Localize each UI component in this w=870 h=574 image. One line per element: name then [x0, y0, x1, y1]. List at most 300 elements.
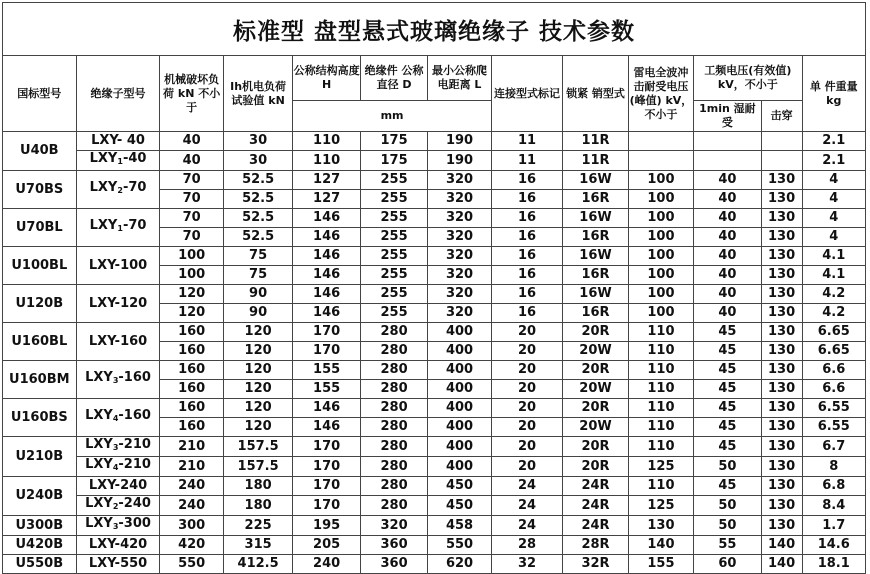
- cell-wet-1min: 40: [694, 247, 761, 266]
- cell-wet-1min: 45: [694, 437, 761, 457]
- cell-diameter: 255: [360, 228, 427, 247]
- cell-test-load: 120: [223, 323, 293, 342]
- cell-lock-type: 20R: [563, 399, 628, 418]
- cell-creepage: 400: [428, 457, 491, 477]
- table-row: [3, 132, 866, 151]
- model-suffix: -70: [122, 218, 147, 233]
- cell-height: 146: [293, 209, 360, 228]
- cell-lock-type: 28R: [563, 536, 628, 555]
- model-suffix: -210: [118, 437, 151, 452]
- cell-creepage: 400: [428, 342, 491, 361]
- model-subscript: 1: [117, 224, 123, 233]
- cell-test-load: 225: [223, 516, 293, 536]
- cell-test-load: 412.5: [223, 555, 293, 574]
- cell-insulator-model: [76, 536, 160, 555]
- cell-creepage: 458: [428, 516, 491, 536]
- cell-diameter: 360: [360, 555, 427, 574]
- cell-coupling: 24: [491, 516, 563, 536]
- cell-impulse: [628, 151, 693, 171]
- cell-impulse: [628, 132, 693, 151]
- header-mm-unit: mm: [293, 101, 491, 132]
- cell-height: 146: [293, 304, 360, 323]
- cell-weight: 4.1: [802, 247, 865, 266]
- cell-creepage: 190: [428, 151, 491, 171]
- cell-coupling: 20: [491, 380, 563, 399]
- cell-coupling: 20: [491, 361, 563, 380]
- header-gb-model: 国标型号: [3, 56, 77, 132]
- cell-creepage: 400: [428, 418, 491, 437]
- cell-gb-model: U300B: [3, 516, 77, 536]
- table-row: [3, 361, 866, 380]
- model-suffix: -40: [122, 151, 147, 166]
- cell-creepage: 400: [428, 323, 491, 342]
- cell-height: 170: [293, 342, 360, 361]
- model-prefix: LXY-550: [88, 556, 148, 571]
- cell-test-load: 315: [223, 536, 293, 555]
- cell-insulator-model: [76, 132, 160, 151]
- cell-mech-load: 160: [160, 399, 223, 418]
- cell-coupling: 32: [491, 555, 563, 574]
- cell-weight: 8: [802, 457, 865, 477]
- cell-weight: 6.65: [802, 323, 865, 342]
- model-subscript: 2: [112, 502, 119, 511]
- cell-lock-type: 16R: [563, 228, 628, 247]
- cell-lock-type: 16R: [563, 266, 628, 285]
- cell-test-load: 52.5: [223, 171, 293, 190]
- cell-weight: 2.1: [802, 151, 865, 171]
- table-row: [3, 496, 866, 516]
- cell-impulse: 100: [628, 247, 693, 266]
- table-row: [3, 536, 866, 555]
- cell-insulator-model: [76, 516, 160, 536]
- cell-puncture: 130: [761, 399, 802, 418]
- cell-wet-1min: 40: [694, 266, 761, 285]
- table-row: [3, 209, 866, 228]
- cell-diameter: 280: [360, 477, 427, 496]
- cell-height: 170: [293, 477, 360, 496]
- table-row: [3, 247, 866, 266]
- model-prefix: LXY: [85, 437, 113, 452]
- cell-wet-1min: 50: [694, 457, 761, 477]
- cell-test-load: 120: [223, 342, 293, 361]
- cell-test-load: 180: [223, 496, 293, 516]
- cell-creepage: 190: [428, 132, 491, 151]
- cell-puncture: 130: [761, 380, 802, 399]
- cell-creepage: 620: [428, 555, 491, 574]
- model-prefix: LXY: [85, 370, 113, 385]
- cell-weight: 1.7: [802, 516, 865, 536]
- cell-wet-1min: 55: [694, 536, 761, 555]
- cell-lock-type: 24R: [563, 477, 628, 496]
- model-suffix: -70: [122, 180, 147, 195]
- cell-weight: 4: [802, 228, 865, 247]
- cell-wet-1min: 40: [694, 228, 761, 247]
- cell-insulator-model: [76, 285, 160, 323]
- cell-mech-load: 100: [160, 266, 223, 285]
- model-subscript: 2: [117, 186, 123, 195]
- cell-wet-1min: 45: [694, 323, 761, 342]
- cell-weight: 4: [802, 171, 865, 190]
- cell-creepage: 320: [428, 171, 491, 190]
- cell-impulse: 100: [628, 209, 693, 228]
- cell-height: 170: [293, 496, 360, 516]
- cell-diameter: 280: [360, 457, 427, 477]
- cell-gb-model: U550B: [3, 555, 77, 574]
- cell-puncture: 130: [761, 496, 802, 516]
- cell-diameter: 280: [360, 323, 427, 342]
- table-row: [3, 151, 866, 171]
- cell-coupling: 11: [491, 132, 563, 151]
- cell-creepage: 450: [428, 477, 491, 496]
- cell-insulator-model: [76, 361, 160, 399]
- header-impulse: 雷电全波冲击耐受电压(峰值) kV，不小于: [628, 56, 693, 132]
- model-suffix: -300: [118, 516, 151, 531]
- cell-impulse: 110: [628, 323, 693, 342]
- model-prefix: LXY-160: [88, 333, 148, 349]
- cell-insulator-model: [76, 457, 160, 477]
- model-subscript: 3: [112, 376, 119, 385]
- cell-height: 110: [293, 151, 360, 171]
- model-prefix: LXY-120: [88, 295, 148, 311]
- cell-insulator-model: [76, 209, 160, 247]
- cell-diameter: 175: [360, 151, 427, 171]
- cell-creepage: 320: [428, 266, 491, 285]
- cell-test-load: 52.5: [223, 228, 293, 247]
- header-puncture: 击穿: [761, 101, 802, 132]
- cell-coupling: 24: [491, 496, 563, 516]
- cell-weight: 4: [802, 190, 865, 209]
- table-row: [3, 555, 866, 574]
- cell-height: 155: [293, 361, 360, 380]
- cell-insulator-model: [76, 171, 160, 209]
- cell-weight: 4.2: [802, 304, 865, 323]
- cell-weight: 6.7: [802, 437, 865, 457]
- cell-wet-1min: 50: [694, 496, 761, 516]
- model-prefix: LXY- 40: [91, 133, 145, 148]
- cell-test-load: 75: [223, 247, 293, 266]
- cell-lock-type: 20W: [563, 418, 628, 437]
- table-row: [3, 437, 866, 457]
- cell-weight: 6.65: [802, 342, 865, 361]
- cell-weight: 6.55: [802, 399, 865, 418]
- cell-test-load: 75: [223, 266, 293, 285]
- cell-impulse: 130: [628, 516, 693, 536]
- cell-diameter: 175: [360, 132, 427, 151]
- cell-impulse: 110: [628, 437, 693, 457]
- cell-wet-1min: 40: [694, 209, 761, 228]
- model-prefix: LXY: [85, 457, 113, 472]
- cell-coupling: 16: [491, 304, 563, 323]
- model-suffix: -240: [118, 496, 151, 511]
- cell-wet-1min: 45: [694, 418, 761, 437]
- cell-height: 240: [293, 555, 360, 574]
- cell-diameter: 320: [360, 516, 427, 536]
- cell-creepage: 400: [428, 399, 491, 418]
- table-row: [3, 477, 866, 496]
- cell-height: 170: [293, 323, 360, 342]
- cell-diameter: 360: [360, 536, 427, 555]
- cell-gb-model: U420B: [3, 536, 77, 555]
- cell-gb-model: U210B: [3, 437, 77, 477]
- cell-puncture: 130: [761, 285, 802, 304]
- cell-lock-type: 24R: [563, 516, 628, 536]
- cell-wet-1min: 45: [694, 361, 761, 380]
- cell-mech-load: 120: [160, 304, 223, 323]
- cell-weight: 4: [802, 209, 865, 228]
- cell-diameter: 280: [360, 418, 427, 437]
- cell-height: 146: [293, 418, 360, 437]
- cell-lock-type: 20R: [563, 457, 628, 477]
- cell-creepage: 320: [428, 190, 491, 209]
- cell-creepage: 400: [428, 380, 491, 399]
- cell-mech-load: 120: [160, 285, 223, 304]
- cell-lock-type: 24R: [563, 496, 628, 516]
- cell-lock-type: 16R: [563, 304, 628, 323]
- cell-diameter: 255: [360, 266, 427, 285]
- cell-lock-type: 16W: [563, 247, 628, 266]
- header-diameter: 绝缘件 公称直径 D: [360, 56, 427, 101]
- cell-impulse: 155: [628, 555, 693, 574]
- cell-height: 146: [293, 285, 360, 304]
- cell-mech-load: 160: [160, 361, 223, 380]
- cell-impulse: 100: [628, 228, 693, 247]
- cell-gb-model: U40B: [3, 132, 77, 171]
- cell-lock-type: 16W: [563, 209, 628, 228]
- model-subscript: 3: [112, 522, 119, 531]
- cell-test-load: 120: [223, 380, 293, 399]
- cell-lock-type: 20W: [563, 380, 628, 399]
- cell-impulse: 110: [628, 342, 693, 361]
- cell-height: 146: [293, 266, 360, 285]
- cell-weight: 18.1: [802, 555, 865, 574]
- cell-gb-model: U70BS: [3, 171, 77, 209]
- cell-wet-1min: 40: [694, 190, 761, 209]
- cell-mech-load: 210: [160, 457, 223, 477]
- cell-gb-model: U240B: [3, 477, 77, 516]
- cell-diameter: 255: [360, 304, 427, 323]
- cell-weight: 4.2: [802, 285, 865, 304]
- cell-coupling: 16: [491, 209, 563, 228]
- cell-test-load: 120: [223, 361, 293, 380]
- cell-mech-load: 160: [160, 418, 223, 437]
- cell-diameter: 280: [360, 399, 427, 418]
- cell-insulator-model: [76, 247, 160, 285]
- cell-test-load: 120: [223, 418, 293, 437]
- cell-puncture: 130: [761, 266, 802, 285]
- cell-test-load: 90: [223, 304, 293, 323]
- cell-mech-load: 70: [160, 209, 223, 228]
- cell-mech-load: 210: [160, 437, 223, 457]
- cell-creepage: 320: [428, 304, 491, 323]
- model-suffix: -210: [118, 457, 151, 472]
- cell-impulse: 110: [628, 380, 693, 399]
- cell-impulse: 110: [628, 399, 693, 418]
- header-height: 公称结构高度H: [293, 56, 360, 101]
- table-row: [3, 285, 866, 304]
- cell-impulse: 110: [628, 361, 693, 380]
- cell-wet-1min: 60: [694, 555, 761, 574]
- cell-test-load: 120: [223, 399, 293, 418]
- model-subscript: 1: [117, 157, 123, 166]
- cell-lock-type: 16R: [563, 190, 628, 209]
- table-row: [3, 457, 866, 477]
- cell-height: 170: [293, 437, 360, 457]
- cell-wet-1min: 40: [694, 285, 761, 304]
- cell-diameter: 280: [360, 380, 427, 399]
- cell-puncture: 130: [761, 228, 802, 247]
- cell-puncture: 130: [761, 304, 802, 323]
- cell-insulator-model: [76, 437, 160, 457]
- cell-weight: 6.8: [802, 477, 865, 496]
- header-weight: 单 件重量 kg: [802, 56, 865, 132]
- table-row: [3, 323, 866, 342]
- cell-diameter: 280: [360, 361, 427, 380]
- cell-puncture: [761, 151, 802, 171]
- cell-impulse: 100: [628, 266, 693, 285]
- table-row: [3, 171, 866, 190]
- cell-weight: 8.4: [802, 496, 865, 516]
- cell-mech-load: 160: [160, 342, 223, 361]
- cell-impulse: 100: [628, 190, 693, 209]
- cell-puncture: 130: [761, 342, 802, 361]
- cell-mech-load: 300: [160, 516, 223, 536]
- cell-creepage: 320: [428, 209, 491, 228]
- cell-test-load: 52.5: [223, 190, 293, 209]
- model-prefix: LXY: [89, 218, 118, 233]
- header-power-freq: 工频电压(有效值) kV，不小于: [694, 56, 802, 101]
- cell-height: 127: [293, 190, 360, 209]
- model-prefix: LXY: [85, 496, 113, 511]
- cell-puncture: 130: [761, 437, 802, 457]
- spec-table-container: [2, 2, 866, 574]
- cell-insulator-model: [76, 555, 160, 574]
- cell-lock-type: 32R: [563, 555, 628, 574]
- cell-lock-type: 11R: [563, 132, 628, 151]
- cell-puncture: 130: [761, 457, 802, 477]
- cell-lock-type: 16W: [563, 171, 628, 190]
- model-prefix: LXY: [89, 151, 118, 166]
- cell-insulator-model: [76, 323, 160, 361]
- cell-test-load: 157.5: [223, 437, 293, 457]
- cell-creepage: 320: [428, 285, 491, 304]
- cell-coupling: 20: [491, 437, 563, 457]
- cell-height: 205: [293, 536, 360, 555]
- cell-wet-1min: 45: [694, 399, 761, 418]
- cell-impulse: 110: [628, 418, 693, 437]
- cell-creepage: 320: [428, 228, 491, 247]
- cell-puncture: 130: [761, 418, 802, 437]
- cell-height: 170: [293, 457, 360, 477]
- cell-wet-1min: 45: [694, 380, 761, 399]
- cell-diameter: 255: [360, 209, 427, 228]
- cell-weight: 6.55: [802, 418, 865, 437]
- cell-lock-type: 20R: [563, 361, 628, 380]
- cell-mech-load: 100: [160, 247, 223, 266]
- cell-insulator-model: [76, 151, 160, 171]
- model-prefix: LXY: [89, 180, 118, 195]
- cell-creepage: 320: [428, 247, 491, 266]
- cell-puncture: 130: [761, 323, 802, 342]
- model-suffix: -160: [118, 370, 151, 385]
- cell-mech-load: 70: [160, 228, 223, 247]
- cell-mech-load: 240: [160, 496, 223, 516]
- cell-wet-1min: 45: [694, 342, 761, 361]
- table-row: [3, 516, 866, 536]
- cell-coupling: 16: [491, 247, 563, 266]
- cell-gb-model: U100BL: [3, 247, 77, 285]
- cell-wet-1min: 40: [694, 304, 761, 323]
- cell-test-load: 180: [223, 477, 293, 496]
- cell-coupling: 16: [491, 266, 563, 285]
- cell-gb-model: U160BS: [3, 399, 77, 437]
- cell-coupling: 16: [491, 171, 563, 190]
- cell-height: 146: [293, 228, 360, 247]
- cell-mech-load: 40: [160, 151, 223, 171]
- cell-coupling: 20: [491, 342, 563, 361]
- cell-gb-model: U160BM: [3, 361, 77, 399]
- header-insulator-model: 绝缘子型号: [76, 56, 160, 132]
- cell-impulse: 100: [628, 285, 693, 304]
- cell-puncture: [761, 132, 802, 151]
- cell-coupling: 20: [491, 457, 563, 477]
- header-test-load: Ih机电负荷 试验值 kN: [223, 56, 293, 132]
- cell-wet-1min: 40: [694, 171, 761, 190]
- cell-lock-type: 20W: [563, 342, 628, 361]
- model-prefix: LXY: [85, 516, 113, 531]
- model-prefix: LXY-100: [88, 257, 148, 273]
- cell-creepage: 400: [428, 361, 491, 380]
- cell-lock-type: 16W: [563, 285, 628, 304]
- cell-coupling: 20: [491, 399, 563, 418]
- cell-diameter: 255: [360, 171, 427, 190]
- model-subscript: 4: [112, 414, 119, 423]
- cell-wet-1min: 45: [694, 477, 761, 496]
- cell-wet-1min: 50: [694, 516, 761, 536]
- cell-gb-model: U70BL: [3, 209, 77, 247]
- cell-mech-load: 40: [160, 132, 223, 151]
- cell-wet-1min: [694, 132, 761, 151]
- cell-puncture: 130: [761, 247, 802, 266]
- cell-coupling: 20: [491, 323, 563, 342]
- table-title: 标准型 盘型悬式玻璃绝缘子 技术参数: [3, 3, 866, 56]
- cell-gb-model: U120B: [3, 285, 77, 323]
- cell-weight: 6.6: [802, 361, 865, 380]
- cell-puncture: 130: [761, 477, 802, 496]
- cell-puncture: 130: [761, 361, 802, 380]
- cell-test-load: 30: [223, 132, 293, 151]
- cell-diameter: 280: [360, 496, 427, 516]
- cell-height: 146: [293, 399, 360, 418]
- cell-wet-1min: [694, 151, 761, 171]
- cell-test-load: 157.5: [223, 457, 293, 477]
- model-suffix: -160: [118, 408, 151, 423]
- cell-creepage: 450: [428, 496, 491, 516]
- cell-mech-load: 160: [160, 380, 223, 399]
- cell-lock-type: 11R: [563, 151, 628, 171]
- cell-mech-load: 70: [160, 171, 223, 190]
- cell-coupling: 20: [491, 418, 563, 437]
- cell-impulse: 100: [628, 304, 693, 323]
- spec-table: [2, 2, 866, 574]
- cell-mech-load: 420: [160, 536, 223, 555]
- cell-coupling: 11: [491, 151, 563, 171]
- cell-test-load: 90: [223, 285, 293, 304]
- cell-insulator-model: [76, 399, 160, 437]
- cell-test-load: 52.5: [223, 209, 293, 228]
- cell-puncture: 140: [761, 555, 802, 574]
- cell-impulse: 110: [628, 477, 693, 496]
- cell-diameter: 255: [360, 285, 427, 304]
